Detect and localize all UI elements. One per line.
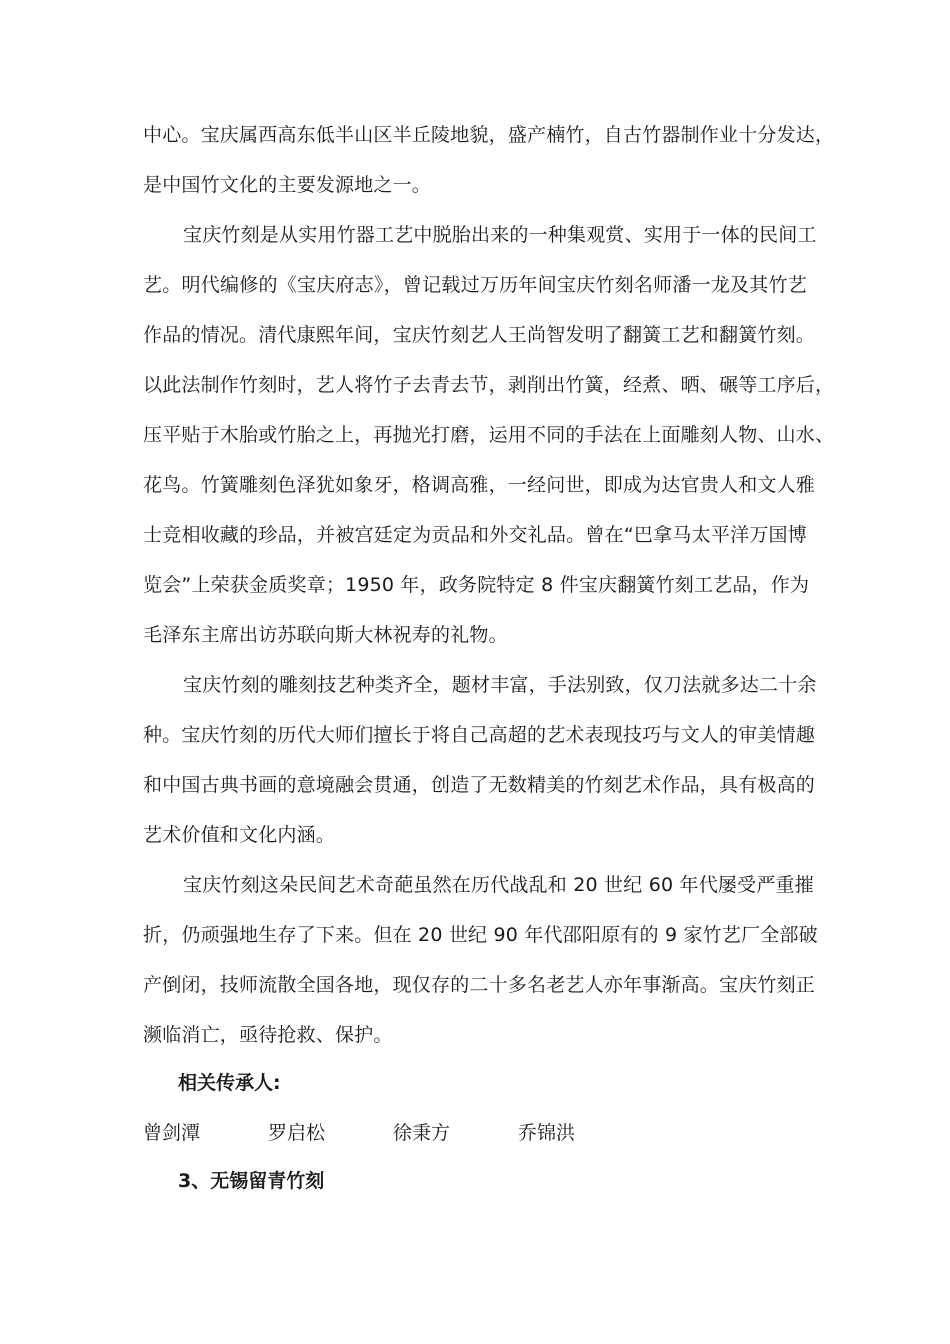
inheritor-name: 乔锦洪 [518, 1122, 576, 1144]
paragraph-line: 艺术价值和文化内涵。 [143, 824, 336, 846]
paragraph-line: 中心。宝庆属西高东低半山区半丘陵地貌，盛产楠竹，自古竹器制作业十分发达， [143, 124, 835, 146]
paragraph-line: 士竞相收藏的珍品，并被宫廷定为贡品和外交礼品。曾在“巴拿马太平洋万国博 [143, 524, 807, 546]
paragraph-line: 产倒闭，技师流散全国各地，现仅存的二十多名老艺人亦年事渐高。宝庆竹刻正 [143, 974, 816, 996]
paragraph-line: 作品的情况。清代康熙年间，宝庆竹刻艺人王尚智发明了翻簧工艺和翻簧竹刻。 [143, 324, 816, 346]
paragraph-line: 种。宝庆竹刻的历代大师们擅长于将自己高超的艺术表现技巧与文人的审美情趣 [143, 724, 816, 746]
paragraph-line: 宝庆竹刻是从实用竹器工艺中脱胎出来的一种集观赏、实用于一体的民间工 [183, 224, 817, 246]
paragraph-line: 是中国竹文化的主要发源地之一。 [143, 174, 432, 196]
paragraph-line: 艺。明代编修的《宝庆府志》，曾记载过万历年间宝庆竹刻名师潘一龙及其竹艺 [143, 274, 807, 296]
paragraph-line: 毛泽东主席出访苏联向斯大林祝寿的礼物。 [143, 624, 508, 646]
paragraph-line: 览会”上荣获金质奖章；1950 年，政务院特定 8 件宝庆翻簧竹刻工艺品，作为 [143, 574, 810, 596]
paragraph-line: 花鸟。竹簧雕刻色泽犹如象牙，格调高雅，一经问世，即成为达官贵人和文人雅 [143, 474, 816, 496]
inheritor-name: 罗启松 [268, 1122, 326, 1144]
paragraph-line: 宝庆竹刻这朵民间艺术奇葩虽然在历代战乱和 20 世纪 60 年代屡受严重摧 [183, 874, 814, 896]
paragraph-line: 以此法制作竹刻时，艺人将竹子去青去节，剥削出竹簧，经煮、晒、碾等工序后， [143, 374, 835, 396]
paragraph-line: 濒临消亡，亟待抢救、保护。 [143, 1024, 393, 1046]
section-heading: 3、无锡留青竹刻 [178, 1170, 325, 1192]
paragraph-line: 压平贴于木胎或竹胎之上，再抛光打磨，运用不同的手法在上面雕刻人物、山水、 [143, 424, 835, 446]
inheritor-name: 徐秉方 [393, 1122, 451, 1144]
paragraph-line: 宝庆竹刻的雕刻技艺种类齐全，题材丰富，手法别致，仅刀法就多达二十余 [183, 674, 817, 696]
inheritor-name: 曾剑潭 [143, 1122, 201, 1144]
paragraph-line: 折，仍顽强地生存了下来。但在 20 世纪 90 年代邵阳原有的 9 家竹艺厂全部破 [143, 924, 818, 946]
paragraph-line: 和中国古典书画的意境融会贯通，创造了无数精美的竹刻艺术作品，具有极高的 [143, 774, 816, 796]
inheritors-heading: 相关传承人: [178, 1072, 281, 1094]
